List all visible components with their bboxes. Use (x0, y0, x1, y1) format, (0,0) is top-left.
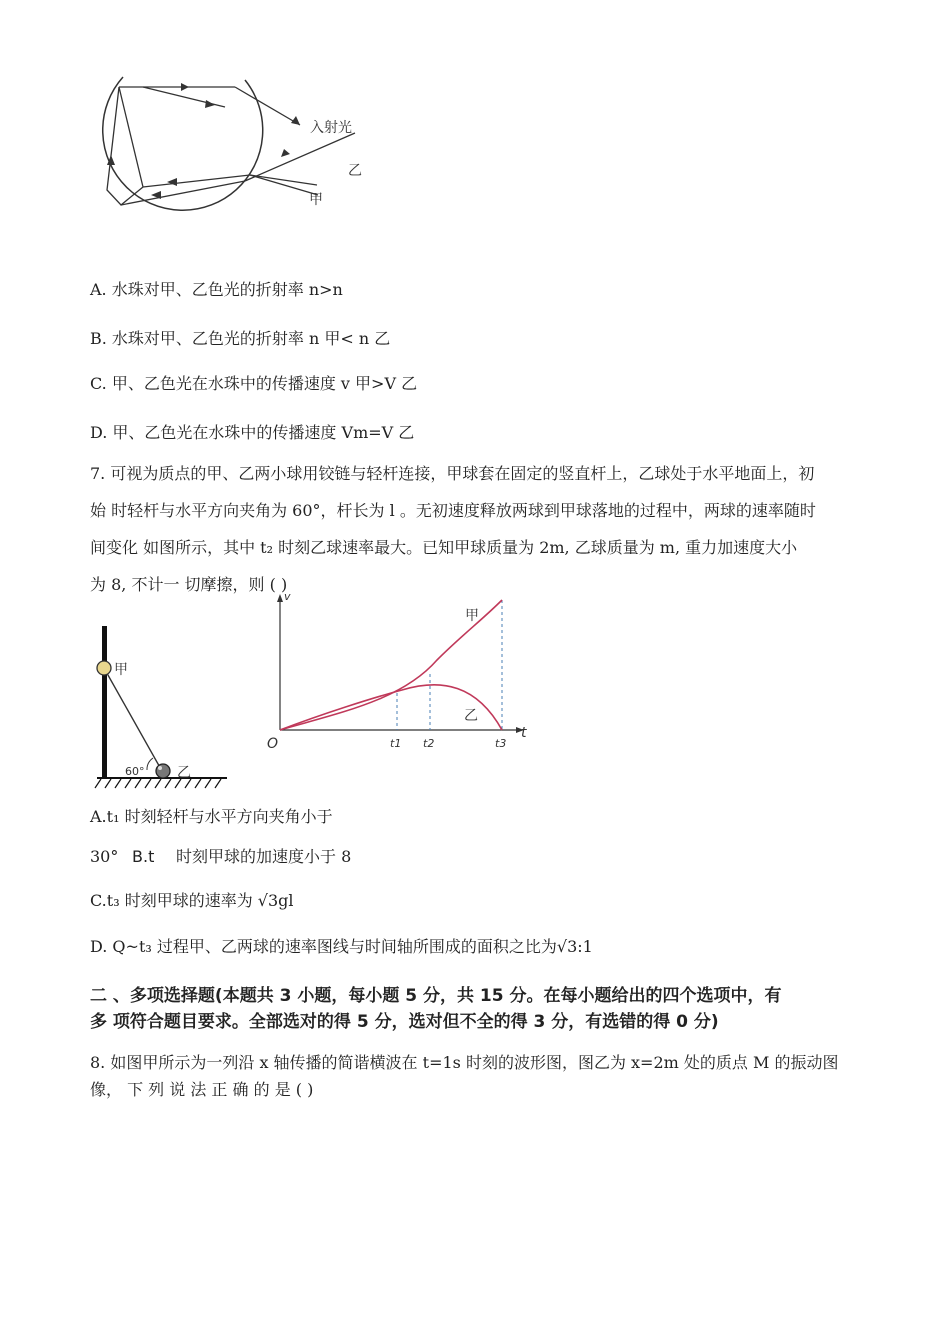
q7-line-4: 为 8, 不计一 切摩擦，则 ( ) (90, 575, 288, 594)
q7-option-a: A.t₁ 时刻轻杆与水平方向夹角小于 (90, 807, 333, 826)
vertical-rod (102, 626, 107, 778)
arrow (167, 178, 177, 186)
ray-jia-2 (250, 175, 318, 195)
label-angle: 60° (125, 765, 145, 778)
light-rod (104, 668, 162, 771)
curve-jia-label: 甲 (465, 608, 479, 624)
ray-bottom-2 (143, 175, 250, 187)
label-jia: 甲 (114, 662, 128, 678)
q8-line-2: 像， 下 列 说 法 正 确 的 是 ( ) (90, 1080, 314, 1099)
label-yi: 乙 (177, 765, 191, 781)
t3-label: t3 (495, 737, 507, 750)
v-axis-label: v (284, 590, 291, 603)
angle-arc (147, 758, 153, 770)
rod-figure (85, 622, 235, 794)
arrow (281, 149, 290, 157)
label-yi: 乙 (348, 163, 362, 179)
q7-option-b-text: 时刻甲球的加速度小于 8 (176, 847, 352, 866)
q6-option-d: D. 甲、乙色光在水珠中的传播速度 Vm=V 乙 (90, 423, 415, 442)
curve-yi-label: 乙 (464, 708, 478, 724)
v-axis-arrow (277, 594, 283, 602)
t1-label: t1 (390, 737, 402, 750)
q7-option-b-label: B.t (132, 847, 155, 866)
t2-label: t2 (423, 737, 435, 750)
q7-line-2: 始 时轻杆与水平方向夹角为 60°，杆长为 l 。无初速度释放两球到甲球落地的过程中，两球的速率随时 (90, 501, 816, 520)
q6-option-b: B. 水珠对甲、乙色光的折射率 n 甲< n 乙 (90, 329, 391, 348)
ball-yi (156, 764, 170, 778)
origin-label: O (267, 736, 279, 752)
q7-line-1: 7. 可视为质点的甲、乙两小球用铰链与轻杆连接，甲球套在固定的竖直杆上，乙球处于水平地面上，初 (90, 464, 815, 483)
water-drop-figure (85, 75, 375, 235)
q7-option-c: C.t₃ 时刻甲球的速率为 √3gl (90, 891, 294, 910)
q7-option-a-cont: 30° (90, 847, 119, 866)
q8-line-1: 8. 如图甲所示为一列沿 x 轴传播的简谐横波在 t=1s 时刻的波形图，图乙为 x=2m 处的质点 M 的振动图 (90, 1053, 839, 1072)
q7-option-d: D. Q~t₃ 过程甲、乙两球的速率图线与时间轴所围成的面积之比为√3:1 (90, 937, 593, 956)
incident-ray (235, 87, 300, 125)
q6-option-a: A. 水珠对甲、乙色光的折射率 n>n (90, 280, 343, 299)
section-2-heading-line-2: 多 项符合题目要求。全部选对的得 5 分，选对但不全的得 3 分，有选错的得 0 分) (90, 1012, 719, 1032)
ball-jia (97, 661, 111, 675)
label-jia: 甲 (309, 192, 323, 208)
speed-time-graph (262, 590, 537, 760)
q6-option-c: C. 甲、乙色光在水珠中的传播速度 v 甲>V 乙 (90, 374, 418, 393)
arrow (181, 83, 189, 91)
ray-bottom-1 (121, 181, 245, 205)
q7-line-3: 间变化 如图所示，其中 t₂ 时刻乙球速率最大。已知甲球质量为 2m, 乙球质量为 m, 重力加速度大小 (90, 538, 798, 557)
ray-inner (107, 87, 143, 205)
section-2-heading-line-1: 二 、多项选择题(本题共 3 小题，每小题 5 分，共 15 分。在每小题给出的四个选项中，有 (90, 986, 782, 1006)
ground-hatch (95, 779, 221, 788)
ray-jia (250, 175, 317, 185)
t-axis-label: t (521, 725, 527, 741)
label-incident: 入射光 (310, 120, 352, 136)
